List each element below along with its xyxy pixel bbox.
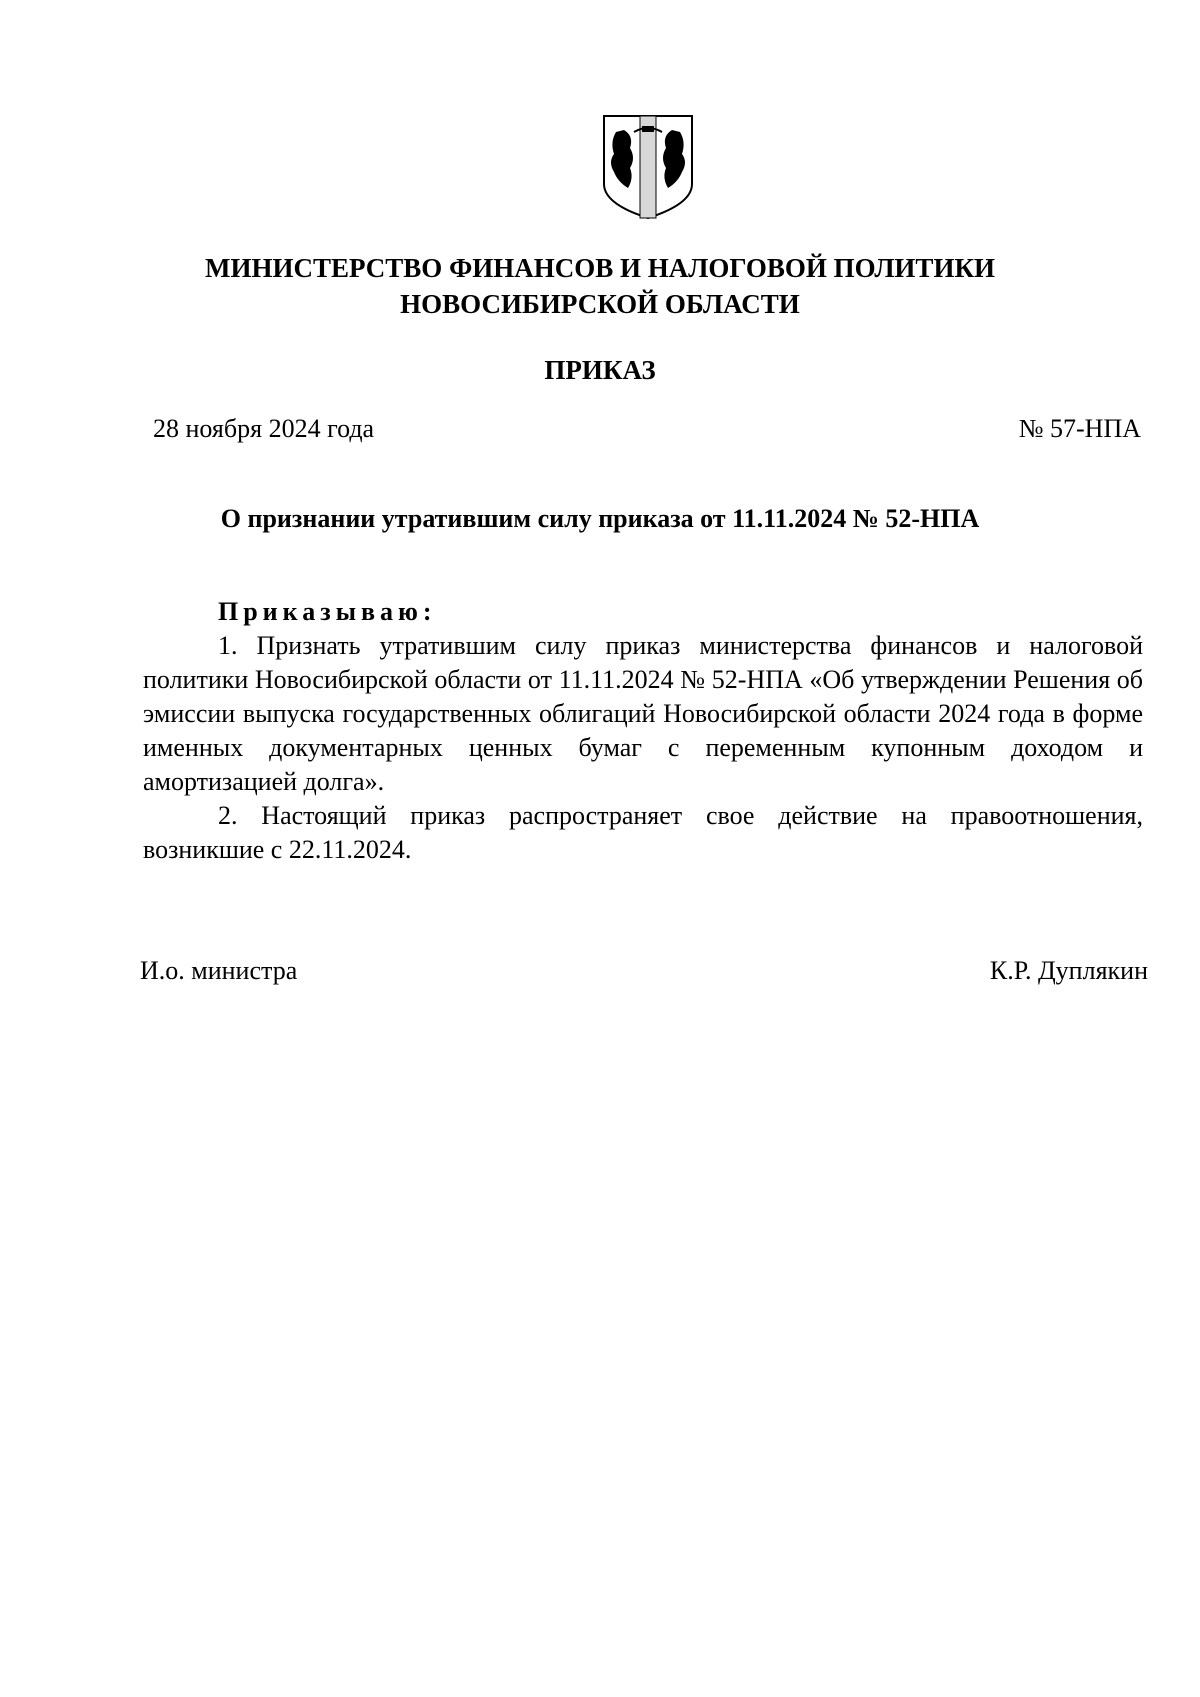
document-date: 28 ноября 2024 года xyxy=(153,414,375,443)
ministry-name xyxy=(120,250,1080,322)
document-number: № 57-НПА xyxy=(1018,414,1141,443)
document-body xyxy=(143,595,1143,867)
order-item-1: 1. Признать утратившим силу приказ министерства финансов и налоговой политики Новосибирской области от 11.11.2024 № 52-НПА «Об утверждении Решения об эмиссии выпуска государственных облигаций Новосибирской области 2024 года в форме именных документарных ценных бумаг с переменным купонным доходом и амортизацией долга». xyxy=(143,631,1143,796)
orders-heading: Приказываю: xyxy=(218,597,437,626)
ministry-name-line-2: НОВОСИБИРСКОЙ ОБЛАСТИ xyxy=(400,289,800,319)
document-subject: О признании утратившим силу приказа от 11.11.2024 № 52-НПА xyxy=(220,504,980,533)
document-type: ПРИКАЗ xyxy=(544,355,656,385)
signatory-name: К.Р. Дуплякин xyxy=(989,956,1148,985)
order-item-2: 2. Настоящий приказ распространяет свое действие на правоотношения, возникшие с 22.11.2024. xyxy=(143,801,1143,864)
coat-of-arms-icon xyxy=(600,112,696,222)
signatory-position: И.о. министра xyxy=(140,956,298,985)
ministry-name-line-1: МИНИСТЕРСТВО ФИНАНСОВ И НАЛОГОВОЙ ПОЛИТИКИ xyxy=(204,253,996,283)
